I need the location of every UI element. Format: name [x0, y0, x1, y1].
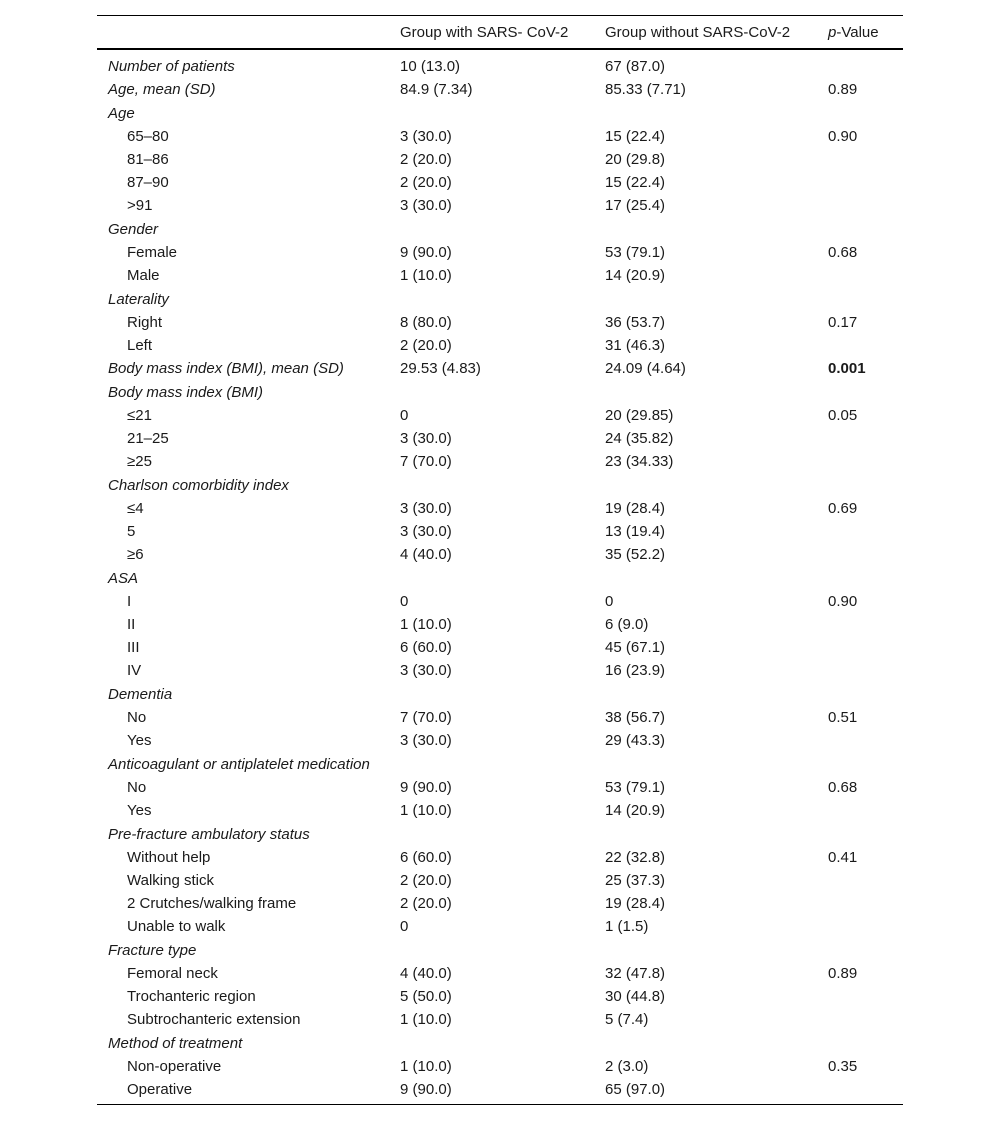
row-label: 65–80	[127, 128, 169, 145]
header-without-sars-cov-2: Group without SARS-CoV-2	[605, 23, 791, 41]
p-value: 0.89	[828, 81, 858, 98]
row-label: ≥6	[127, 546, 144, 563]
row-label: II	[127, 616, 136, 633]
table-row	[97, 520, 903, 543]
table-row	[97, 543, 903, 566]
value-with-sars-cov-2: 9 (90.0)	[400, 244, 452, 261]
value-with-sars-cov-2: 1 (10.0)	[400, 1058, 452, 1075]
value-without-sars-cov-2: 65 (97.0)	[605, 1081, 666, 1098]
table-row	[97, 729, 903, 752]
value-with-sars-cov-2: 6 (60.0)	[400, 639, 452, 656]
table-row	[97, 171, 903, 194]
value-with-sars-cov-2: 1 (10.0)	[400, 267, 452, 284]
value-with-sars-cov-2: 7 (70.0)	[400, 709, 452, 726]
table-row	[97, 985, 903, 1008]
table-row	[97, 776, 903, 799]
value-with-sars-cov-2: 3 (30.0)	[400, 662, 452, 679]
table-row	[97, 357, 903, 380]
table-header	[97, 16, 903, 50]
p-value: 0.001	[828, 360, 866, 377]
row-label: ≤21	[127, 407, 152, 424]
row-label: Femoral neck	[127, 965, 218, 982]
value-without-sars-cov-2: 22 (32.8)	[605, 849, 666, 866]
row-label: Unable to walk	[127, 918, 226, 935]
value-without-sars-cov-2: 53 (79.1)	[605, 244, 666, 261]
row-label: 2 Crutches/walking frame	[127, 895, 297, 912]
value-without-sars-cov-2: 5 (7.4)	[605, 1011, 649, 1028]
table-row	[97, 915, 903, 938]
value-with-sars-cov-2: 3 (30.0)	[400, 732, 452, 749]
header-with-sars-cov-2: Group with SARS- CoV-2	[400, 23, 569, 41]
table-body	[97, 55, 903, 1101]
category-label: Laterality	[108, 290, 169, 308]
category-row	[97, 752, 903, 776]
category-row	[97, 938, 903, 962]
table-row	[97, 404, 903, 427]
p-value: 0.90	[828, 593, 858, 610]
value-without-sars-cov-2: 19 (28.4)	[605, 895, 666, 912]
value-with-sars-cov-2: 2 (20.0)	[400, 151, 452, 168]
row-label: 81–86	[127, 151, 169, 168]
category-label: Age	[108, 104, 135, 122]
value-without-sars-cov-2: 85.33 (7.71)	[605, 81, 686, 98]
table-row	[97, 869, 903, 892]
value-without-sars-cov-2: 45 (67.1)	[605, 639, 666, 656]
value-without-sars-cov-2: 25 (37.3)	[605, 872, 666, 889]
row-label: Body mass index (BMI), mean (SD)	[108, 360, 344, 377]
row-label: Yes	[127, 802, 152, 819]
value-without-sars-cov-2: 14 (20.9)	[605, 267, 666, 284]
table-row	[97, 846, 903, 869]
value-with-sars-cov-2: 3 (30.0)	[400, 523, 452, 540]
row-label: 5	[127, 523, 136, 540]
table-row	[97, 334, 903, 357]
value-without-sars-cov-2: 13 (19.4)	[605, 523, 666, 540]
table-row	[97, 590, 903, 613]
table-row	[97, 659, 903, 682]
row-label: I	[127, 593, 132, 610]
value-with-sars-cov-2: 10 (13.0)	[400, 58, 461, 75]
category-label: Dementia	[108, 685, 173, 703]
row-label: 87–90	[127, 174, 169, 191]
row-label: Non-operative	[127, 1058, 222, 1075]
value-with-sars-cov-2: 5 (50.0)	[400, 988, 452, 1005]
value-without-sars-cov-2: 0	[605, 593, 614, 610]
value-with-sars-cov-2: 2 (20.0)	[400, 174, 452, 191]
p-value: 0.51	[828, 709, 858, 726]
value-with-sars-cov-2: 2 (20.0)	[400, 337, 452, 354]
value-with-sars-cov-2: 2 (20.0)	[400, 895, 452, 912]
value-with-sars-cov-2: 0	[400, 918, 409, 935]
value-without-sars-cov-2: 15 (22.4)	[605, 174, 666, 191]
row-label: Subtrochanteric extension	[127, 1011, 301, 1028]
value-with-sars-cov-2: 84.9 (7.34)	[400, 81, 473, 98]
category-label: Method of treatment	[108, 1034, 243, 1052]
category-row	[97, 101, 903, 125]
value-with-sars-cov-2: 1 (10.0)	[400, 616, 452, 633]
table-row	[97, 962, 903, 985]
value-with-sars-cov-2: 6 (60.0)	[400, 849, 452, 866]
table-row	[97, 241, 903, 264]
row-label: Operative	[127, 1081, 193, 1098]
table-row	[97, 892, 903, 915]
value-without-sars-cov-2: 16 (23.9)	[605, 662, 666, 679]
row-label: IV	[127, 662, 142, 679]
table-row	[97, 1008, 903, 1031]
table-row	[97, 1078, 903, 1101]
value-without-sars-cov-2: 1 (1.5)	[605, 918, 649, 935]
category-label: Body mass index (BMI)	[108, 383, 264, 401]
value-without-sars-cov-2: 14 (20.9)	[605, 802, 666, 819]
row-label: Age, mean (SD)	[108, 81, 216, 98]
row-label: ≥25	[127, 453, 152, 470]
value-with-sars-cov-2: 7 (70.0)	[400, 453, 452, 470]
value-without-sars-cov-2: 6 (9.0)	[605, 616, 649, 633]
category-label: Charlson comorbidity index	[108, 476, 289, 494]
value-with-sars-cov-2: 1 (10.0)	[400, 1011, 452, 1028]
category-row	[97, 1031, 903, 1055]
value-with-sars-cov-2: 3 (30.0)	[400, 128, 452, 145]
row-label: Yes	[127, 732, 152, 749]
table-row	[97, 706, 903, 729]
category-label: Pre-fracture ambulatory status	[108, 825, 310, 843]
category-label: ASA	[108, 569, 139, 587]
value-with-sars-cov-2: 1 (10.0)	[400, 802, 452, 819]
category-label: Gender	[108, 220, 159, 238]
row-label: Walking stick	[127, 872, 214, 889]
category-row	[97, 822, 903, 846]
table-row	[97, 148, 903, 171]
category-row	[97, 566, 903, 590]
p-value: 0.68	[828, 779, 858, 796]
value-without-sars-cov-2: 19 (28.4)	[605, 500, 666, 517]
value-without-sars-cov-2: 36 (53.7)	[605, 314, 666, 331]
category-row	[97, 682, 903, 706]
table-row	[97, 497, 903, 520]
p-value: 0.68	[828, 244, 858, 261]
value-without-sars-cov-2: 30 (44.8)	[605, 988, 666, 1005]
row-label: Without help	[127, 849, 211, 866]
value-without-sars-cov-2: 35 (52.2)	[605, 546, 666, 563]
row-label: 21–25	[127, 430, 169, 447]
category-label: Fracture type	[108, 941, 197, 959]
table-row	[97, 427, 903, 450]
value-with-sars-cov-2: 9 (90.0)	[400, 1081, 452, 1098]
value-without-sars-cov-2: 67 (87.0)	[605, 58, 666, 75]
header-p-rest: -Value	[836, 23, 879, 41]
value-without-sars-cov-2: 15 (22.4)	[605, 128, 666, 145]
row-label: III	[127, 639, 140, 656]
value-with-sars-cov-2: 0	[400, 407, 409, 424]
table-row	[97, 1055, 903, 1078]
value-without-sars-cov-2: 24 (35.82)	[605, 430, 674, 447]
value-with-sars-cov-2: 4 (40.0)	[400, 546, 452, 563]
value-without-sars-cov-2: 20 (29.8)	[605, 151, 666, 168]
header-p-italic: p	[828, 23, 837, 41]
p-value: 0.17	[828, 314, 858, 331]
row-label: Trochanteric region	[127, 988, 256, 1005]
row-label: Right	[127, 314, 163, 331]
value-with-sars-cov-2: 9 (90.0)	[400, 779, 452, 796]
table-row	[97, 78, 903, 101]
table-row	[97, 194, 903, 217]
value-without-sars-cov-2: 23 (34.33)	[605, 453, 674, 470]
value-with-sars-cov-2: 0	[400, 593, 409, 610]
category-row	[97, 217, 903, 241]
p-value: 0.41	[828, 849, 858, 866]
value-with-sars-cov-2: 29.53 (4.83)	[400, 360, 481, 377]
p-value: 0.69	[828, 500, 858, 517]
row-label: No	[127, 709, 147, 726]
category-row	[97, 287, 903, 311]
value-without-sars-cov-2: 32 (47.8)	[605, 965, 666, 982]
p-value: 0.89	[828, 965, 858, 982]
value-without-sars-cov-2: 20 (29.85)	[605, 407, 674, 424]
value-without-sars-cov-2: 17 (25.4)	[605, 197, 666, 214]
value-with-sars-cov-2: 3 (30.0)	[400, 500, 452, 517]
value-without-sars-cov-2: 2 (3.0)	[605, 1058, 649, 1075]
table-row	[97, 55, 903, 78]
value-without-sars-cov-2: 38 (56.7)	[605, 709, 666, 726]
table-row	[97, 799, 903, 822]
p-value: 0.35	[828, 1058, 858, 1075]
row-label: Number of patients	[108, 58, 235, 75]
p-value: 0.90	[828, 128, 858, 145]
value-without-sars-cov-2: 31 (46.3)	[605, 337, 666, 354]
category-row	[97, 380, 903, 404]
value-with-sars-cov-2: 3 (30.0)	[400, 197, 452, 214]
category-row	[97, 473, 903, 497]
table-row	[97, 636, 903, 659]
value-without-sars-cov-2: 29 (43.3)	[605, 732, 666, 749]
value-with-sars-cov-2: 2 (20.0)	[400, 872, 452, 889]
table-row	[97, 613, 903, 636]
row-label: ≤4	[127, 500, 144, 517]
row-label: Left	[127, 337, 153, 354]
p-value: 0.05	[828, 407, 858, 424]
table-row	[97, 125, 903, 148]
row-label: >91	[127, 197, 153, 214]
value-with-sars-cov-2: 4 (40.0)	[400, 965, 452, 982]
row-label: Female	[127, 244, 178, 261]
value-without-sars-cov-2: 53 (79.1)	[605, 779, 666, 796]
row-label: No	[127, 779, 147, 796]
value-without-sars-cov-2: 24.09 (4.64)	[605, 360, 686, 377]
row-label: Male	[127, 267, 160, 284]
value-with-sars-cov-2: 3 (30.0)	[400, 430, 452, 447]
table-row	[97, 264, 903, 287]
comparison-table	[97, 15, 903, 1105]
table-row	[97, 450, 903, 473]
value-with-sars-cov-2: 8 (80.0)	[400, 314, 452, 331]
category-label: Anticoagulant or antiplatelet medication	[108, 755, 370, 773]
header-p-value	[817, 24, 903, 41]
table-row	[97, 311, 903, 334]
